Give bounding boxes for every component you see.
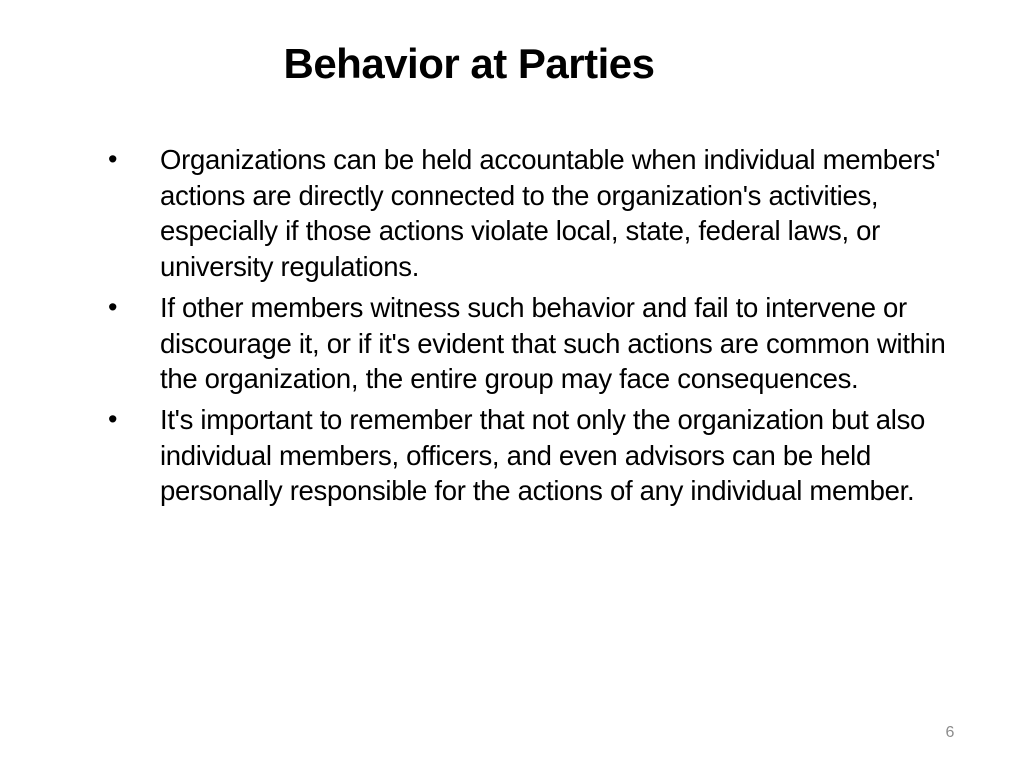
bullet-item xyxy=(104,290,964,397)
bullet-text: Organizations can be held accountable when individual members' actions are directly connected to the organization's activities, especially if those actions violate local, state, federal laws, or university regulations. xyxy=(160,144,941,283)
bullet-text: If other members witness such behavior and fail to intervene or discourage it, or if it's evident that such actions are common within the organization, the entire group may face consequences. xyxy=(160,291,946,395)
bullet-list xyxy=(104,142,964,514)
bullet-icon: • xyxy=(108,144,118,174)
bullet-item xyxy=(104,142,964,285)
bullet-text: It's important to remember that not only the organization but also individual members, officers, and even advisors can be held personally responsible for the actions of any individual member. xyxy=(160,403,926,507)
bullet-icon: • xyxy=(108,291,118,322)
bullet-icon: • xyxy=(108,403,118,434)
slide-title: Behavior at Parties xyxy=(283,40,655,87)
bullet-item xyxy=(104,402,964,509)
page-number: 6 xyxy=(945,724,955,741)
